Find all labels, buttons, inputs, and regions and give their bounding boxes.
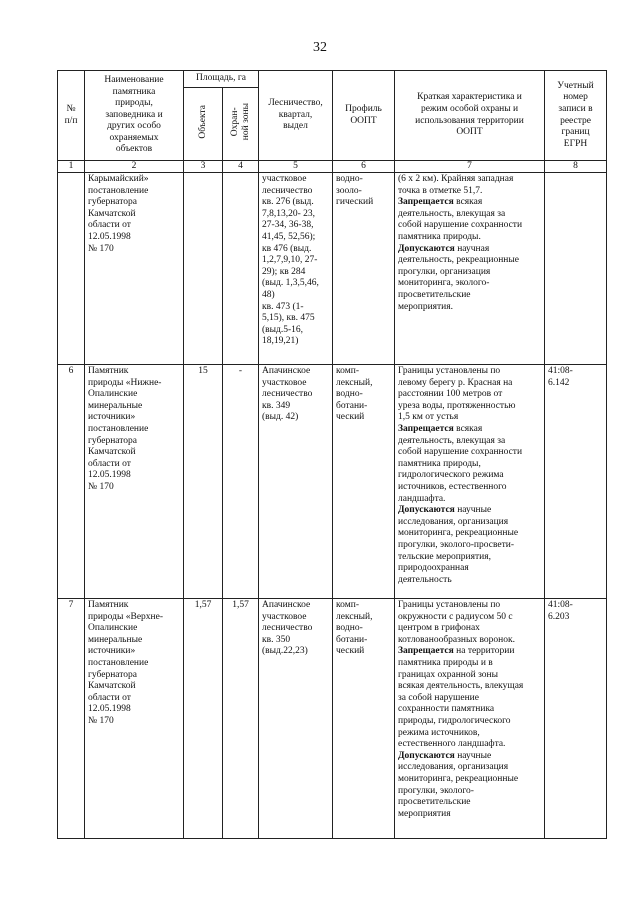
header-num: № п/п xyxy=(58,71,85,161)
row-area-object: 15 xyxy=(184,365,223,599)
column-number: 5 xyxy=(259,161,333,173)
char-intro: Границы установлены по окружности с радиусом 50 с центром в грифонах котлованообразных воронок. xyxy=(398,600,515,645)
row-profile: водно- зооло- гический xyxy=(333,173,395,365)
row-num: 6 xyxy=(58,365,85,599)
row-characteristic xyxy=(395,599,545,839)
column-number-row xyxy=(58,161,607,173)
row-num xyxy=(58,173,85,365)
header-registry: Учетный номер записи в реестре границ ЕГРН xyxy=(545,71,607,161)
row-forestry: Апачинское участковое лесничество кв. 350 (выд.22,23) xyxy=(259,599,333,839)
header-characteristic: Краткая характеристика и режим особой охраны и использования территории ООПТ xyxy=(395,71,545,161)
table-row xyxy=(58,599,607,839)
char-allow: научные исследования, организация мониторинга, рекреационные прогулки, эколого-просвети- тельские мероприятия, природоохранная деятельность xyxy=(398,505,519,585)
row-num: 7 xyxy=(58,599,85,839)
protected-areas-table xyxy=(57,70,607,839)
header-name: Наименование памятника природы, заповедника и других особо охраняемых объектов xyxy=(85,71,184,161)
header-area-zone: Охран- ной зоны xyxy=(229,103,251,141)
header-row xyxy=(58,71,607,88)
header-forestry: Лесничество, квартал, выдел xyxy=(259,71,333,161)
row-area-zone xyxy=(223,173,259,365)
row-forestry: Апачинское участковое лесничество кв. 349 (выд. 42) xyxy=(259,365,333,599)
column-number: 1 xyxy=(58,161,85,173)
column-number: 7 xyxy=(395,161,545,173)
row-name: Памятник природы «Нижне- Опалинские минеральные источники» постановление губернатора Камчатской области от 12.05.1998 № 170 xyxy=(85,365,184,599)
row-area-zone: - xyxy=(223,365,259,599)
char-prohibit: на территории памятника природы и в границах охранной зоны всякая деятельность, влекущая за собой нарушение сохранности памятника природы, гидрологического режима источников, естественного ландшафта. xyxy=(398,646,524,750)
row-characteristic xyxy=(395,173,545,365)
row-name: Памятник природы «Верхне- Опалинские минеральные источники» постановление губернатора Камчатской области от 12.05.1998 № 170 xyxy=(85,599,184,839)
row-registry: 41:08- 6.142 xyxy=(545,365,607,599)
char-allow: научные исследования, организация мониторинга, рекреационные прогулки, эколого- просветительские мероприятия xyxy=(398,750,519,819)
column-number: 2 xyxy=(85,161,184,173)
header-area-object: Объекта xyxy=(197,104,208,139)
table-row xyxy=(58,173,607,365)
row-profile: комп- лексный, водно- ботани- ческий xyxy=(333,599,395,839)
char-allow-label: Допускаются xyxy=(398,750,455,761)
char-prohibit-label: Запрещается xyxy=(398,197,454,208)
char-prohibit: всякая деятельность, влекущая за собой нарушение сохранности памятника природы, гидрологического режима источников, естественного ландшафта. xyxy=(398,423,523,504)
column-number: 3 xyxy=(184,161,223,173)
row-name: Карымайский» постановление губернатора Камчатской области от 12.05.1998 № 170 xyxy=(85,173,184,365)
char-prohibit: всякая деятельность, влекущая за собой нарушение сохранности памятника природы. xyxy=(398,197,523,242)
row-forestry: участковое лесничество кв. 276 (выд. 7,8,13,20- 23, 27-34, 36-38, 41,45, 52,56); кв 476 (выд. 1,2,7,9,10, 27- 29); кв 284 (выд. 1,3,5,46, 48) кв. 473 (1- 5,15), кв. 475 (выд.5-16, 18,19,21) xyxy=(259,173,333,365)
char-prohibit-label: Запрещается xyxy=(398,646,454,657)
char-prohibit-label: Запрещается xyxy=(398,423,454,434)
row-registry xyxy=(545,173,607,365)
row-area-object: 1,57 xyxy=(184,599,223,839)
column-number: 4 xyxy=(223,161,259,173)
table-row xyxy=(58,365,607,599)
row-area-object xyxy=(184,173,223,365)
row-characteristic xyxy=(395,365,545,599)
header-profile: Профиль ООПТ xyxy=(333,71,395,161)
char-intro: Границы установлены по левому берегу р. Красная на расстоянии 100 метров от уреза воды, протяженностью 1,5 км от устья xyxy=(398,366,516,423)
char-allow: научная деятельность, рекреационные прогулки, организация мониторинга, эколого- просветительские мероприятия. xyxy=(398,243,519,312)
row-registry: 41:08- 6.203 xyxy=(545,599,607,839)
column-number: 6 xyxy=(333,161,395,173)
row-profile: комп- лексный, водно- ботани- ческий xyxy=(333,365,395,599)
row-area-zone: 1,57 xyxy=(223,599,259,839)
column-number: 8 xyxy=(545,161,607,173)
char-allow-label: Допускаются xyxy=(398,243,455,254)
page-number: 32 xyxy=(313,40,327,55)
char-allow-label: Допускаются xyxy=(398,505,455,516)
header-area: Площадь, га xyxy=(184,71,259,88)
char-intro: (6 х 2 км). Крайняя западная точка в отметке 51,7. xyxy=(398,174,514,196)
